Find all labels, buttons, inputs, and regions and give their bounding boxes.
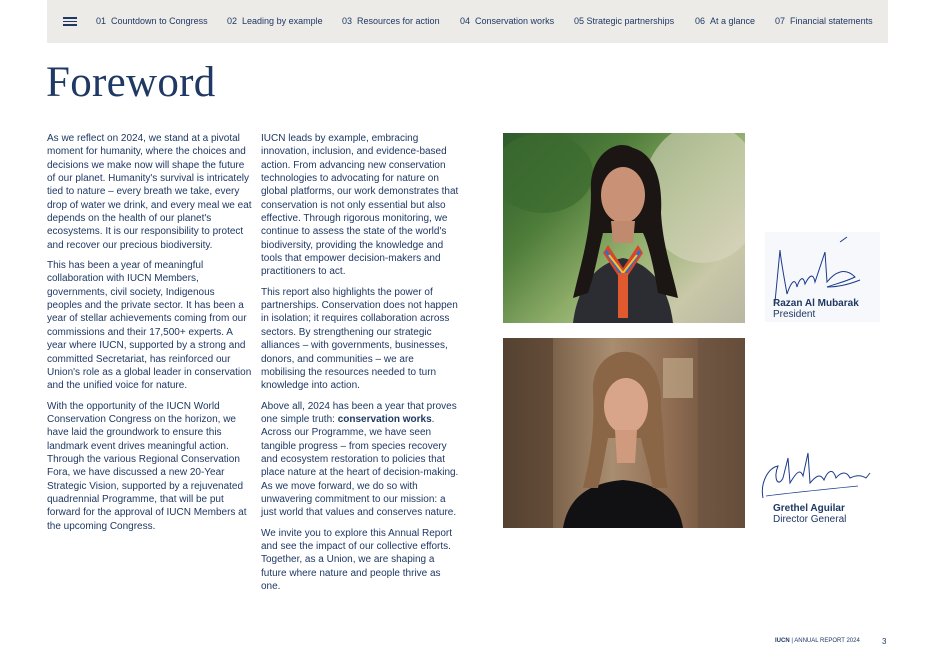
nav-item-05[interactable] [574,16,674,26]
footer-report: | ANNUAL REPORT 2024 [791,638,860,644]
nav-item-number: 05 [574,16,585,26]
signatory-role: Director General [773,514,847,525]
nav-item-03[interactable] [342,16,440,26]
paragraph: IUCN leads by example, embracing innovation, inclusion, and evidence-based action. From advancing new conservation technologies to advocating for nature on global platforms, our work demonstrates that conservation is not only essential but also effective. Through rigorous monitoring, we continue to assess the state of the world's biodiversity, providing the knowledge and tools that empower decision-makers and practitioners to act. [261,133,459,278]
nav-item-number: 03 [342,16,353,26]
portrait-illustration [503,133,745,323]
nav-item-number: 01 [96,16,107,26]
page-title: Foreword [46,59,216,106]
page-footer [775,638,860,644]
nav-item-02[interactable] [227,16,323,26]
nav-item-label: Strategic partnerships [586,16,675,26]
nav-item-label: Financial statements [790,16,873,26]
portrait-illustration [503,338,745,528]
paragraph: As we reflect on 2024, we stand at a pivotal moment for humanity, where the choices and decisions we make now will shape the future of our planet. Humanity's survival is intricately tied to nature – every breath we take, every drop of water we drink, and every meal we eat depends on the health of our planet's ecosystems. It is our responsibility to protect and recover our precious biodiversity. [47,133,252,251]
paragraph: With the opportunity of the IUCN World Conservation Congress on the horizon, we have laid the groundwork to ensure this landmark event drives meaningful action. Through the various Regional Conservation Fora, we have discussed a new 20-Year Strategic Vision, supported by a rejuvenated quadrennial Programme, that will be put forward for the approval of IUCN Members at the upcoming Congress. [47,400,247,532]
nav-item-06[interactable] [695,16,755,26]
nav-item-label: At a glance [710,16,756,26]
paragraph: This report also highlights the power of partnerships. Conservation does not happen in isolation; it requires collaboration across sectors. By strengthening our strategic alliances – with governments, businesses, donors, and communities – we are mobilising the resources needed to turn knowledge into action. [261,286,458,392]
paragraph [261,400,461,520]
paragraph-text: Above all, 2024 has been a year that proves one simple truth: [261,400,457,425]
nav-item-label: Conservation works [475,16,555,26]
paragraph: We invite you to explore this Annual Report and see the impact of our collective efforts. Together, as a Union, we are shaping a future where nature and people thrive as one. [261,527,453,592]
nav-item-label: Leading by example [242,16,323,26]
president-portrait-photo [503,133,745,323]
page-number: 3 [882,637,887,646]
nav-item-number: 07 [775,16,786,26]
paragraph: This has been a year of meaningful collaboration with IUCN Members, governments, civil society, Indigenous peoples and the private sector. It has been a year of stellar achievements coming from our commissions and their 17,500+ experts. A year where IUCN, supported by a strong and committed Secretariat, has reinforced our Union's role as a global leader in conservation and the unified voice for nature. [47,260,252,392]
footer-org: IUCN [775,638,790,644]
emphasis-text: conservation works [337,413,432,425]
nav-item-label: Resources for action [357,16,440,26]
signatory-2 [773,503,846,525]
signatory-role: President [773,309,816,320]
nav-item-number: 06 [695,16,706,26]
nav-item-04[interactable] [460,16,554,26]
nav-item-07[interactable] [775,16,873,26]
signatory-1 [773,298,859,320]
signatory-name: Razan Al Mubarak [773,298,859,309]
text-column-1 [47,132,252,540]
text-column-2 [261,132,461,600]
nav-item-number: 04 [460,16,471,26]
hamburger-menu-icon[interactable] [63,17,77,26]
paragraph-text: . Across our Programme, we have seen tangible progress – from species recovery and ecosystem restoration to policies that place nature at the heart of decision-making. As we move forward, we do so with unwavering commitment to our mission: a just world that values and conserves nature. [261,413,459,519]
signature-grethel-aguilar [758,448,878,508]
nav-item-01[interactable] [96,16,208,26]
signatory-name: Grethel Aguilar [773,503,845,514]
director-general-portrait-photo [503,338,745,528]
nav-item-number: 02 [227,16,238,26]
nav-item-label: Countdown to Congress [111,16,208,26]
